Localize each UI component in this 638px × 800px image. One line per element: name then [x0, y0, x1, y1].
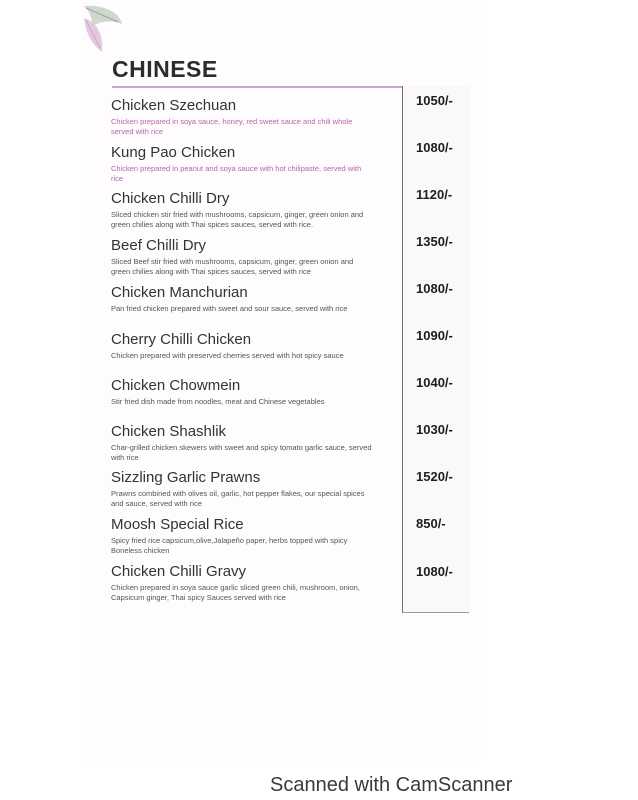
- menu-item: [111, 284, 401, 314]
- item-price: 1030/-: [416, 422, 453, 437]
- scanner-watermark: Scanned with CamScanner: [270, 774, 513, 796]
- item-description: Sliced Beef stir fried with mushrooms, capsicum, ginger, green onion and green chilies along with Thai spices sauces, served with rice: [111, 257, 354, 276]
- leaf-decoration-icon: [82, 2, 126, 60]
- item-name: Chicken Shashlik: [111, 423, 227, 440]
- item-description: Chicken prepared in peanut and soya sauce with hot chilipaste, served with rice: [111, 164, 362, 183]
- item-description: Stir fried dish made from noodles, meat and Chinese vegetables: [111, 397, 325, 406]
- item-price: 1350/-: [416, 234, 453, 249]
- item-description: Sliced chicken stir fried with mushrooms, capsicum, ginger, green onion and green chilies along with Thai spices sauces, served with rice.: [111, 210, 364, 229]
- item-description: Prawns combined with olives oil, garlic, hot pepper flakes, our special spices and sauce, served with rice: [111, 489, 365, 508]
- item-price: 1080/-: [416, 281, 453, 296]
- item-name: Cherry Chilli Chicken: [111, 331, 252, 348]
- price-column: [402, 86, 469, 613]
- menu-item: [111, 237, 401, 276]
- item-name: Kung Pao Chicken: [111, 144, 236, 161]
- menu-item: [111, 423, 401, 462]
- heading-divider: [112, 86, 404, 88]
- menu-item: [111, 563, 401, 602]
- item-description: Chicken prepared with preserved cherries served with hot spicy sauce: [111, 351, 344, 360]
- item-price: 1090/-: [416, 328, 453, 343]
- item-name: Chicken Manchurian: [111, 284, 248, 301]
- menu-item: [111, 377, 401, 407]
- item-name: Chicken Szechuan: [111, 97, 237, 114]
- menu-item: [111, 331, 401, 361]
- item-description: Spicy fried rice capsicum,olive,Jalapeño paper, herbs topped with spicy Boneless chicken: [111, 536, 348, 555]
- item-name: Beef Chilli Dry: [111, 237, 207, 254]
- item-description: Chicken prepared in soya sauce, honey, red sweet sauce and chili whole served with rice: [111, 117, 353, 136]
- item-price: 1040/-: [416, 375, 453, 390]
- item-description: Char-grilled chicken skewers with sweet and spicy tomato garlic sauce, served with rice: [111, 443, 372, 462]
- item-name: Chicken Chowmein: [111, 377, 241, 394]
- menu-item: [111, 516, 401, 555]
- item-price: 850/-: [416, 516, 446, 531]
- menu-item: [111, 144, 401, 183]
- item-price: 1080/-: [416, 140, 453, 155]
- menu-item: [111, 190, 401, 229]
- item-name: Chicken Chilli Gravy: [111, 563, 247, 580]
- section-heading: CHINESE: [112, 56, 218, 82]
- menu-item: [111, 469, 401, 508]
- item-price: 1120/-: [416, 187, 453, 202]
- item-price: 1080/-: [416, 564, 453, 579]
- item-price: 1520/-: [416, 469, 453, 484]
- item-name: Chicken Chilli Dry: [111, 190, 230, 207]
- item-name: Sizzling Garlic Prawns: [111, 469, 261, 486]
- item-price: 1050/-: [416, 93, 453, 108]
- item-description: Chicken prepared in soya sauce garlic sliced green chili, mushroom, onion, Capsicum ginger, Thai spicy Sauces served with rice: [111, 583, 360, 602]
- item-description: Pan fried chicken prepared with sweet and sour sauce, served with rice: [111, 304, 348, 313]
- menu-item: [111, 97, 401, 136]
- item-name: Moosh Special Rice: [111, 516, 244, 533]
